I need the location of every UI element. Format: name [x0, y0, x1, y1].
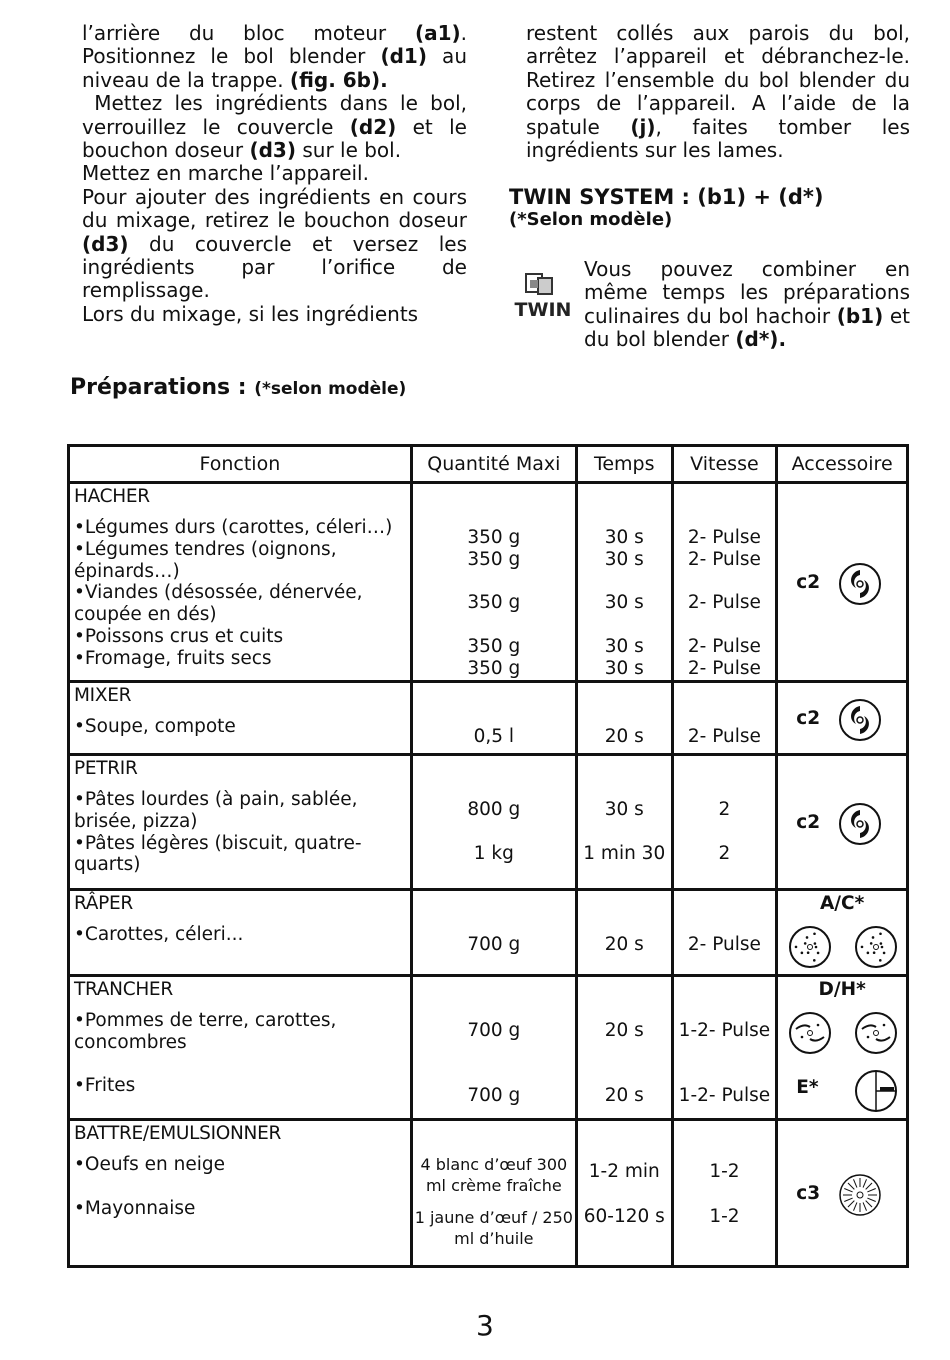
speed-cell	[672, 976, 777, 1120]
list-item: •Poissons crus et cuits	[74, 626, 284, 647]
blade-icon	[838, 698, 882, 742]
header-fonction: Fonction	[69, 446, 412, 483]
time-value: 60-120 s	[583, 1206, 665, 1227]
qty-value: 350 g	[467, 527, 521, 548]
accessory-label: c3	[796, 1182, 821, 1204]
qty-value: 700 g	[467, 934, 521, 955]
time-value: 1-2 min	[588, 1161, 660, 1182]
paragraph-text: au niveau de la trappe.	[82, 44, 467, 92]
speed-cell	[672, 1120, 777, 1267]
speed-value: 1-2- Pulse	[678, 1085, 771, 1107]
accessory-label: D/H*	[818, 979, 866, 1000]
reference-label: (a1)	[414, 21, 461, 45]
time-cell	[576, 890, 672, 976]
qty-cell	[411, 682, 576, 755]
paragraph	[82, 303, 467, 326]
grating-disc-icon	[788, 925, 832, 969]
section-heading: PETRIR	[74, 758, 138, 779]
header-accessoire: Accessoire	[777, 446, 908, 483]
paragraph-text: restent collés aux parois du bol, arrêtez l’appareil et débranchez-le. Retirez l’ensemble du bol blender du corps de l’appareil. A l’aide de la spatule	[526, 21, 910, 139]
twin-text: Vous pouvez combiner en même temps les préparations culinaires du bol hachoir	[584, 257, 910, 328]
grating-disc-icon	[854, 925, 898, 969]
section-heading: TRANCHER	[74, 979, 173, 1000]
twin-logo-icon	[510, 270, 576, 322]
accessory-cell	[777, 483, 908, 682]
fries-disc-icon	[854, 1069, 898, 1113]
time-value: 30 s	[604, 657, 644, 679]
reference-label: (d1)	[380, 44, 427, 69]
table-section-row	[69, 890, 908, 976]
qty-value: 350 g	[467, 548, 521, 570]
list-item: •Viandes (désossée, dénervée, coupée en dés)	[74, 582, 363, 626]
accessory-cell	[777, 976, 908, 1120]
list-item: •Légumes durs (carottes, céleri…)	[74, 517, 393, 538]
list-item: •Frites	[74, 1075, 136, 1097]
fonction-cell	[69, 755, 412, 890]
paragraph-text: du couvercle et versez les ingrédients par l’orifice de remplissage.	[82, 231, 467, 303]
qty-value: 800 g	[467, 799, 521, 820]
time-value: 20 s	[604, 726, 644, 747]
paragraph	[82, 186, 467, 303]
paragraph	[82, 162, 467, 185]
list-item: •Fromage, fruits secs	[74, 647, 272, 669]
page-number: 3	[476, 1309, 494, 1342]
twin-system-text	[584, 258, 910, 352]
time-value: 30 s	[604, 636, 644, 657]
paragraph-text: , faites tomber les ingrédients sur les lames.	[526, 114, 911, 163]
paragraph-text: Mettez les ingrédients dans le bol, verrouillez le couvercle	[82, 91, 467, 139]
qty-value: 1 kg	[473, 842, 514, 864]
time-value: 30 s	[604, 799, 644, 820]
section-heading: HACHER	[74, 486, 150, 507]
header-vitesse: Vitesse	[672, 446, 777, 483]
reference-label: (j)	[630, 114, 656, 139]
speed-value: 1-2	[709, 1161, 740, 1182]
time-value: 30 s	[604, 592, 644, 614]
accessory-cell	[777, 890, 908, 976]
speed-value: 1-2- Pulse	[678, 1020, 771, 1041]
paragraph-text: l’arrière du bloc moteur	[82, 21, 415, 45]
section-heading: RÂPER	[74, 893, 133, 914]
qty-value: 4 blanc d’œuf 300 ml crème fraîche	[420, 1155, 568, 1195]
time-value: 20 s	[604, 1020, 644, 1041]
speed-value: 2- Pulse	[687, 657, 761, 679]
list-item: •Oeufs en neige	[74, 1154, 225, 1175]
time-value: 20 s	[604, 934, 644, 955]
section-heading: MIXER	[74, 685, 132, 706]
reference-label: (fig. 6b).	[289, 67, 388, 92]
qty-value: 700 g	[467, 1020, 521, 1041]
qty-value: 700 g	[467, 1085, 521, 1107]
fonction-cell	[69, 976, 412, 1120]
accessory-label: c2	[796, 811, 821, 833]
accessory-cell	[777, 682, 908, 755]
qty-value: 0,5 l	[473, 726, 515, 747]
speed-value: 2	[718, 842, 731, 864]
paragraph-text: Lors du mixage, si les ingrédients	[82, 301, 419, 326]
paragraph-text: sur le bol.	[295, 138, 402, 163]
slicing-disc-icon	[854, 1011, 898, 1055]
accessory-label: c2	[796, 571, 821, 593]
list-item: •Pâtes légères (biscuit, quatre-quarts)	[74, 832, 362, 876]
time-value: 30 s	[604, 527, 644, 548]
accessory-label: E*	[796, 1077, 819, 1098]
time-cell	[576, 755, 672, 890]
fonction-cell	[69, 890, 412, 976]
reference-label: (b1)	[836, 303, 884, 328]
blade-icon	[838, 802, 882, 846]
table-section-row	[69, 483, 908, 682]
time-cell	[576, 483, 672, 682]
twin-text: et du bol blender	[584, 303, 910, 352]
qty-cell	[411, 755, 576, 890]
speed-value: 2- Pulse	[687, 934, 761, 955]
preparations-table	[67, 444, 909, 1268]
right-text-column	[526, 22, 910, 162]
table-section-row	[69, 1120, 908, 1267]
twin-system-title: TWIN SYSTEM : (b1) + (d*)	[509, 185, 824, 209]
list-item: •Légumes tendres (oignons, épinards…)	[74, 538, 337, 582]
time-cell	[576, 976, 672, 1120]
preparations-title: Préparations : (*selon modèle)	[70, 375, 407, 400]
paragraph-text: Mettez en marche l’appareil.	[82, 161, 369, 186]
accessory-cell	[777, 1120, 908, 1267]
accessory-label: c2	[796, 707, 821, 729]
speed-cell	[672, 682, 777, 755]
list-item: •Pâtes lourdes (à pain, sablée, brisée, pizza)	[74, 789, 358, 832]
list-item: •Soupe, compote	[74, 716, 236, 737]
fonction-cell	[69, 1120, 412, 1267]
fonction-cell	[69, 682, 412, 755]
speed-value: 2- Pulse	[687, 548, 761, 570]
qty-value: 350 g	[467, 657, 521, 679]
reference-label: (d3)	[249, 138, 296, 163]
list-item: •Pommes de terre, carottes, concombres	[74, 1010, 337, 1053]
slicing-disc-icon	[788, 1011, 832, 1055]
table-section-row	[69, 755, 908, 890]
paragraph	[82, 92, 467, 162]
table-header-row	[69, 446, 908, 483]
section-heading: BATTRE/EMULSIONNER	[74, 1123, 282, 1144]
speed-value: 2- Pulse	[687, 592, 761, 614]
reference-label: (d2)	[349, 114, 397, 139]
time-value: 20 s	[604, 1085, 644, 1107]
paragraph-text: et le bouchon doseur	[82, 114, 467, 163]
emulsifying-disc-icon	[838, 1173, 882, 1217]
qty-cell	[411, 483, 576, 682]
speed-value: 2- Pulse	[687, 636, 761, 657]
blade-icon	[838, 562, 882, 606]
list-item: •Carottes, céleri...	[74, 924, 244, 945]
paragraph	[526, 22, 910, 162]
time-cell	[576, 682, 672, 755]
twin-system-subtitle: (*Selon modèle)	[509, 209, 673, 230]
reference-label: (d*).	[735, 327, 787, 352]
paragraph	[82, 22, 467, 92]
reference-label: (d3)	[82, 231, 129, 256]
speed-value: 2- Pulse	[687, 527, 761, 548]
qty-cell	[411, 976, 576, 1120]
accessory-cell	[777, 755, 908, 890]
paragraph-text: Pour ajouter des ingrédients en cours du mixage, retirez le bouchon doseur	[82, 184, 467, 233]
header-temps: Temps	[576, 446, 672, 483]
table-section-row	[69, 682, 908, 755]
speed-value: 2- Pulse	[687, 726, 761, 747]
qty-value: 1 jaune d’œuf / 250 ml d’huile	[414, 1208, 573, 1248]
table-section-row	[69, 976, 908, 1120]
qty-cell	[411, 890, 576, 976]
speed-value: 2	[718, 799, 731, 820]
speed-cell	[672, 890, 777, 976]
qty-value: 350 g	[467, 592, 521, 614]
twin-logo-text: TWIN	[514, 299, 572, 321]
header-quantite: Quantité Maxi	[411, 446, 576, 483]
qty-cell	[411, 1120, 576, 1267]
accessory-label: A/C*	[819, 893, 865, 914]
speed-cell	[672, 483, 777, 682]
speed-value: 1-2	[709, 1206, 740, 1227]
paragraph-text: . Positionnez le bol blender	[82, 21, 467, 69]
time-value: 1 min 30	[583, 842, 666, 864]
fonction-cell	[69, 483, 412, 682]
time-value: 30 s	[604, 548, 644, 570]
left-text-column	[82, 22, 467, 326]
time-cell	[576, 1120, 672, 1267]
list-item: •Mayonnaise	[74, 1197, 196, 1219]
qty-value: 350 g	[467, 636, 521, 657]
speed-cell	[672, 755, 777, 890]
